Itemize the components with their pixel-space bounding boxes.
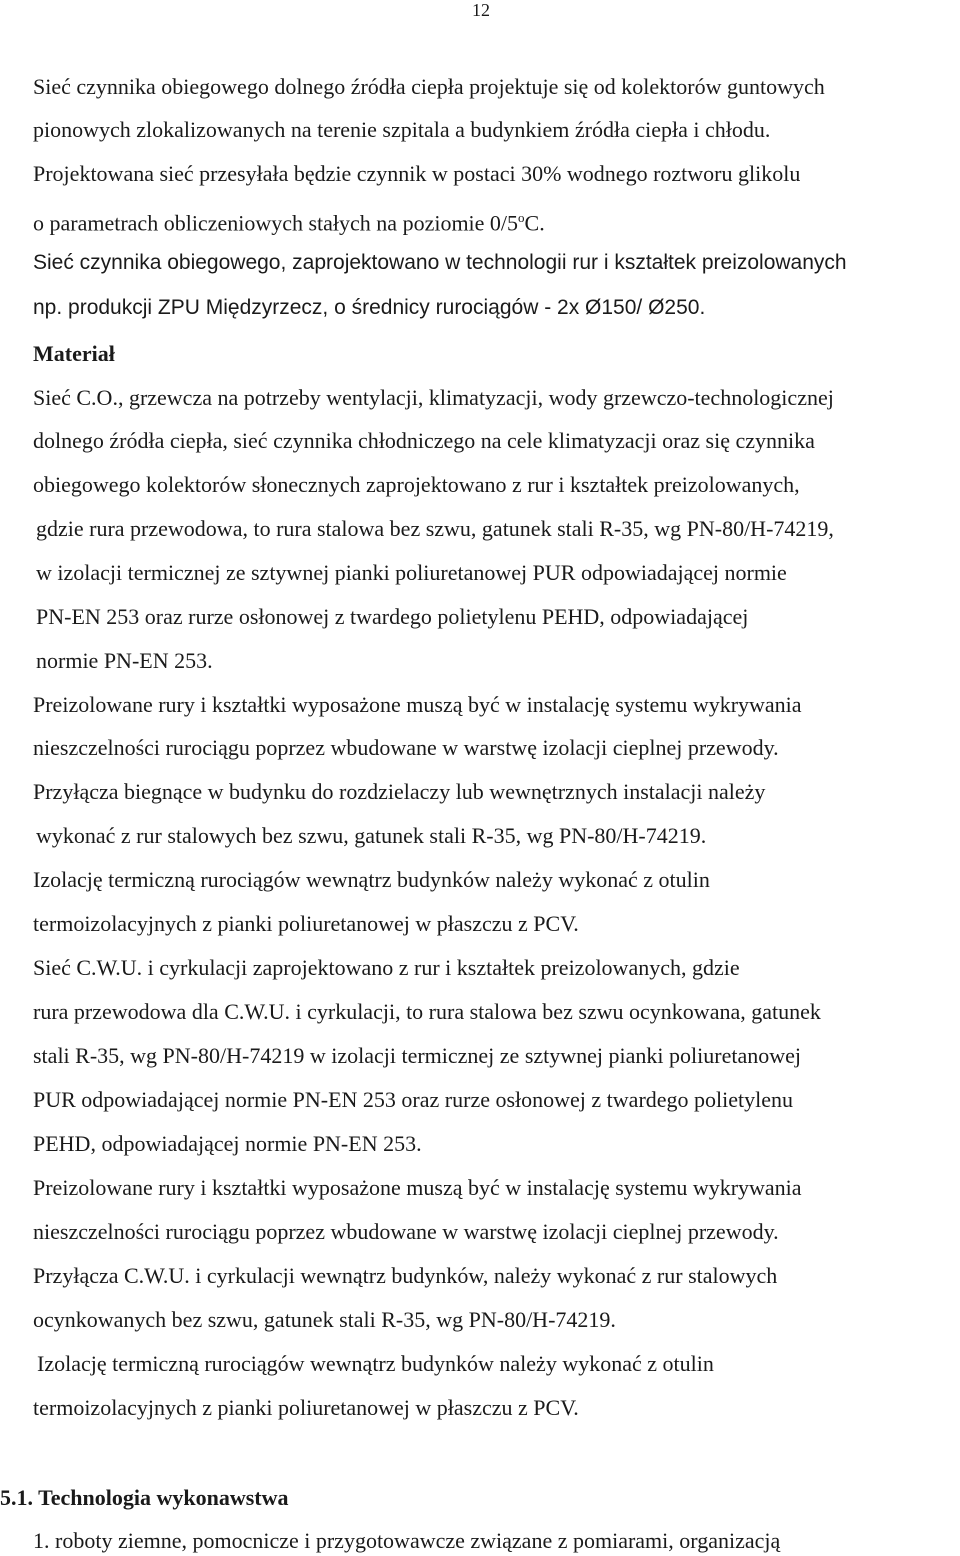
intro-line-5: Sieć czynnika obiegowego, zaprojektowano w technologii rur i kształtek preizolowanych bbox=[33, 251, 847, 274]
co-line-3: obiegowego kolektorów słonecznych zaprojektowano z rur i kształtek preizolowanych, bbox=[33, 472, 800, 497]
cwu-line-2: rura przewodowa dla C.W.U. i cyrkulacji, to rura stalowa bez szwu ocynkowana, gatunek bbox=[33, 999, 821, 1024]
cwu-line-9: ocynkowanych bez szwu, gatunek stali R-35, wg PN-80/H-74219. bbox=[33, 1307, 616, 1332]
section-heading: 5.1. Technologia wykonawstwa bbox=[0, 1485, 289, 1510]
page-number: 12 bbox=[472, 0, 490, 20]
degree-superscript: o bbox=[518, 210, 525, 225]
co-line-7: normie PN-EN 253. bbox=[36, 648, 213, 673]
intro-line-4-unit: C. bbox=[524, 210, 545, 236]
intro-line-3: Projektowana sieć przesyłała będzie czynnik w postaci 30% wodnego roztworu glikolu bbox=[33, 161, 801, 186]
material-heading: Materiał bbox=[33, 341, 115, 366]
cwu-line-8: Przyłącza C.W.U. i cyrkulacji wewnątrz budynków, należy wykonać z rur stalowych bbox=[33, 1263, 778, 1288]
co-line-8: Preizolowane rury i kształtki wyposażone muszą być w instalację systemu wykrywania bbox=[33, 692, 802, 717]
cwu-line-3: stali R-35, wg PN-80/H-74219 w izolacji termicznej ze sztywnej pianki poliuretanowej bbox=[33, 1043, 801, 1068]
co-line-5: w izolacji termicznej ze sztywnej pianki poliuretanowej PUR odpowiadającej normie bbox=[36, 560, 787, 585]
intro-line-4-text: o parametrach obliczeniowych stałych na poziomie 0/5 bbox=[33, 210, 519, 236]
intro-line-6: np. produkcji ZPU Międzyrzecz, o średnicy rurociągów - 2x Ø150/ Ø250. bbox=[33, 296, 706, 319]
intro-line-2: pionowych zlokalizowanych na terenie szpitala a budynkiem źródła ciepła i chłodu. bbox=[33, 117, 771, 142]
cwu-line-7: nieszczelności rurociągu poprzez wbudowane w warstwę izolacji cieplnej przewody. bbox=[33, 1219, 779, 1244]
co-line-13: termoizolacyjnych z pianki poliuretanowej w płaszczu z PCV. bbox=[33, 911, 579, 936]
cwu-line-6: Preizolowane rury i kształtki wyposażone muszą być w instalację systemu wykrywania bbox=[33, 1175, 802, 1200]
list-item-1: 1. roboty ziemne, pomocnicze i przygotowawcze związane z pomiarami, organizacją bbox=[33, 1528, 781, 1553]
cwu-line-5: PEHD, odpowiadającej normie PN-EN 253. bbox=[33, 1131, 422, 1156]
cwu-line-4: PUR odpowiadającej normie PN-EN 253 oraz rurze osłonowej z twardego polietylenu bbox=[33, 1087, 794, 1112]
cwu-line-10: Izolację termiczną rurociągów wewnątrz budynków należy wykonać z otulin bbox=[37, 1351, 714, 1376]
co-line-4: gdzie rura przewodowa, to rura stalowa bez szwu, gatunek stali R-35, wg PN-80/H-74219, bbox=[36, 516, 834, 541]
co-line-6: PN-EN 253 oraz rurze osłonowej z twardego polietylenu PEHD, odpowiadającej bbox=[36, 604, 749, 629]
co-line-12: Izolację termiczną rurociągów wewnątrz budynków należy wykonać z otulin bbox=[33, 867, 710, 892]
cwu-line-11: termoizolacyjnych z pianki poliuretanowej w płaszczu z PCV. bbox=[33, 1395, 579, 1420]
cwu-line-1: Sieć C.W.U. i cyrkulacji zaprojektowano z rur i kształtek preizolowanych, gdzie bbox=[33, 955, 740, 980]
intro-line-1: Sieć czynnika obiegowego dolnego źródła ciepła projektuje się od kolektorów guntowych bbox=[33, 74, 825, 99]
co-line-2: dolnego źródła ciepła, sieć czynnika chłodniczego na cele klimatyzacji oraz się czynnika bbox=[33, 428, 815, 453]
co-line-9: nieszczelności rurociągu poprzez wbudowane w warstwę izolacji cieplnej przewody. bbox=[33, 735, 779, 760]
intro-line-4 bbox=[33, 204, 545, 237]
co-line-1: Sieć C.O., grzewcza na potrzeby wentylacji, klimatyzacji, wody grzewczo-technologicznej bbox=[33, 385, 834, 410]
co-line-11: wykonać z rur stalowych bez szwu, gatunek stali R-35, wg PN-80/H-74219. bbox=[36, 823, 707, 848]
co-line-10: Przyłącza biegnące w budynku do rozdzielaczy lub wewnętrznych instalacji należy bbox=[33, 779, 766, 804]
